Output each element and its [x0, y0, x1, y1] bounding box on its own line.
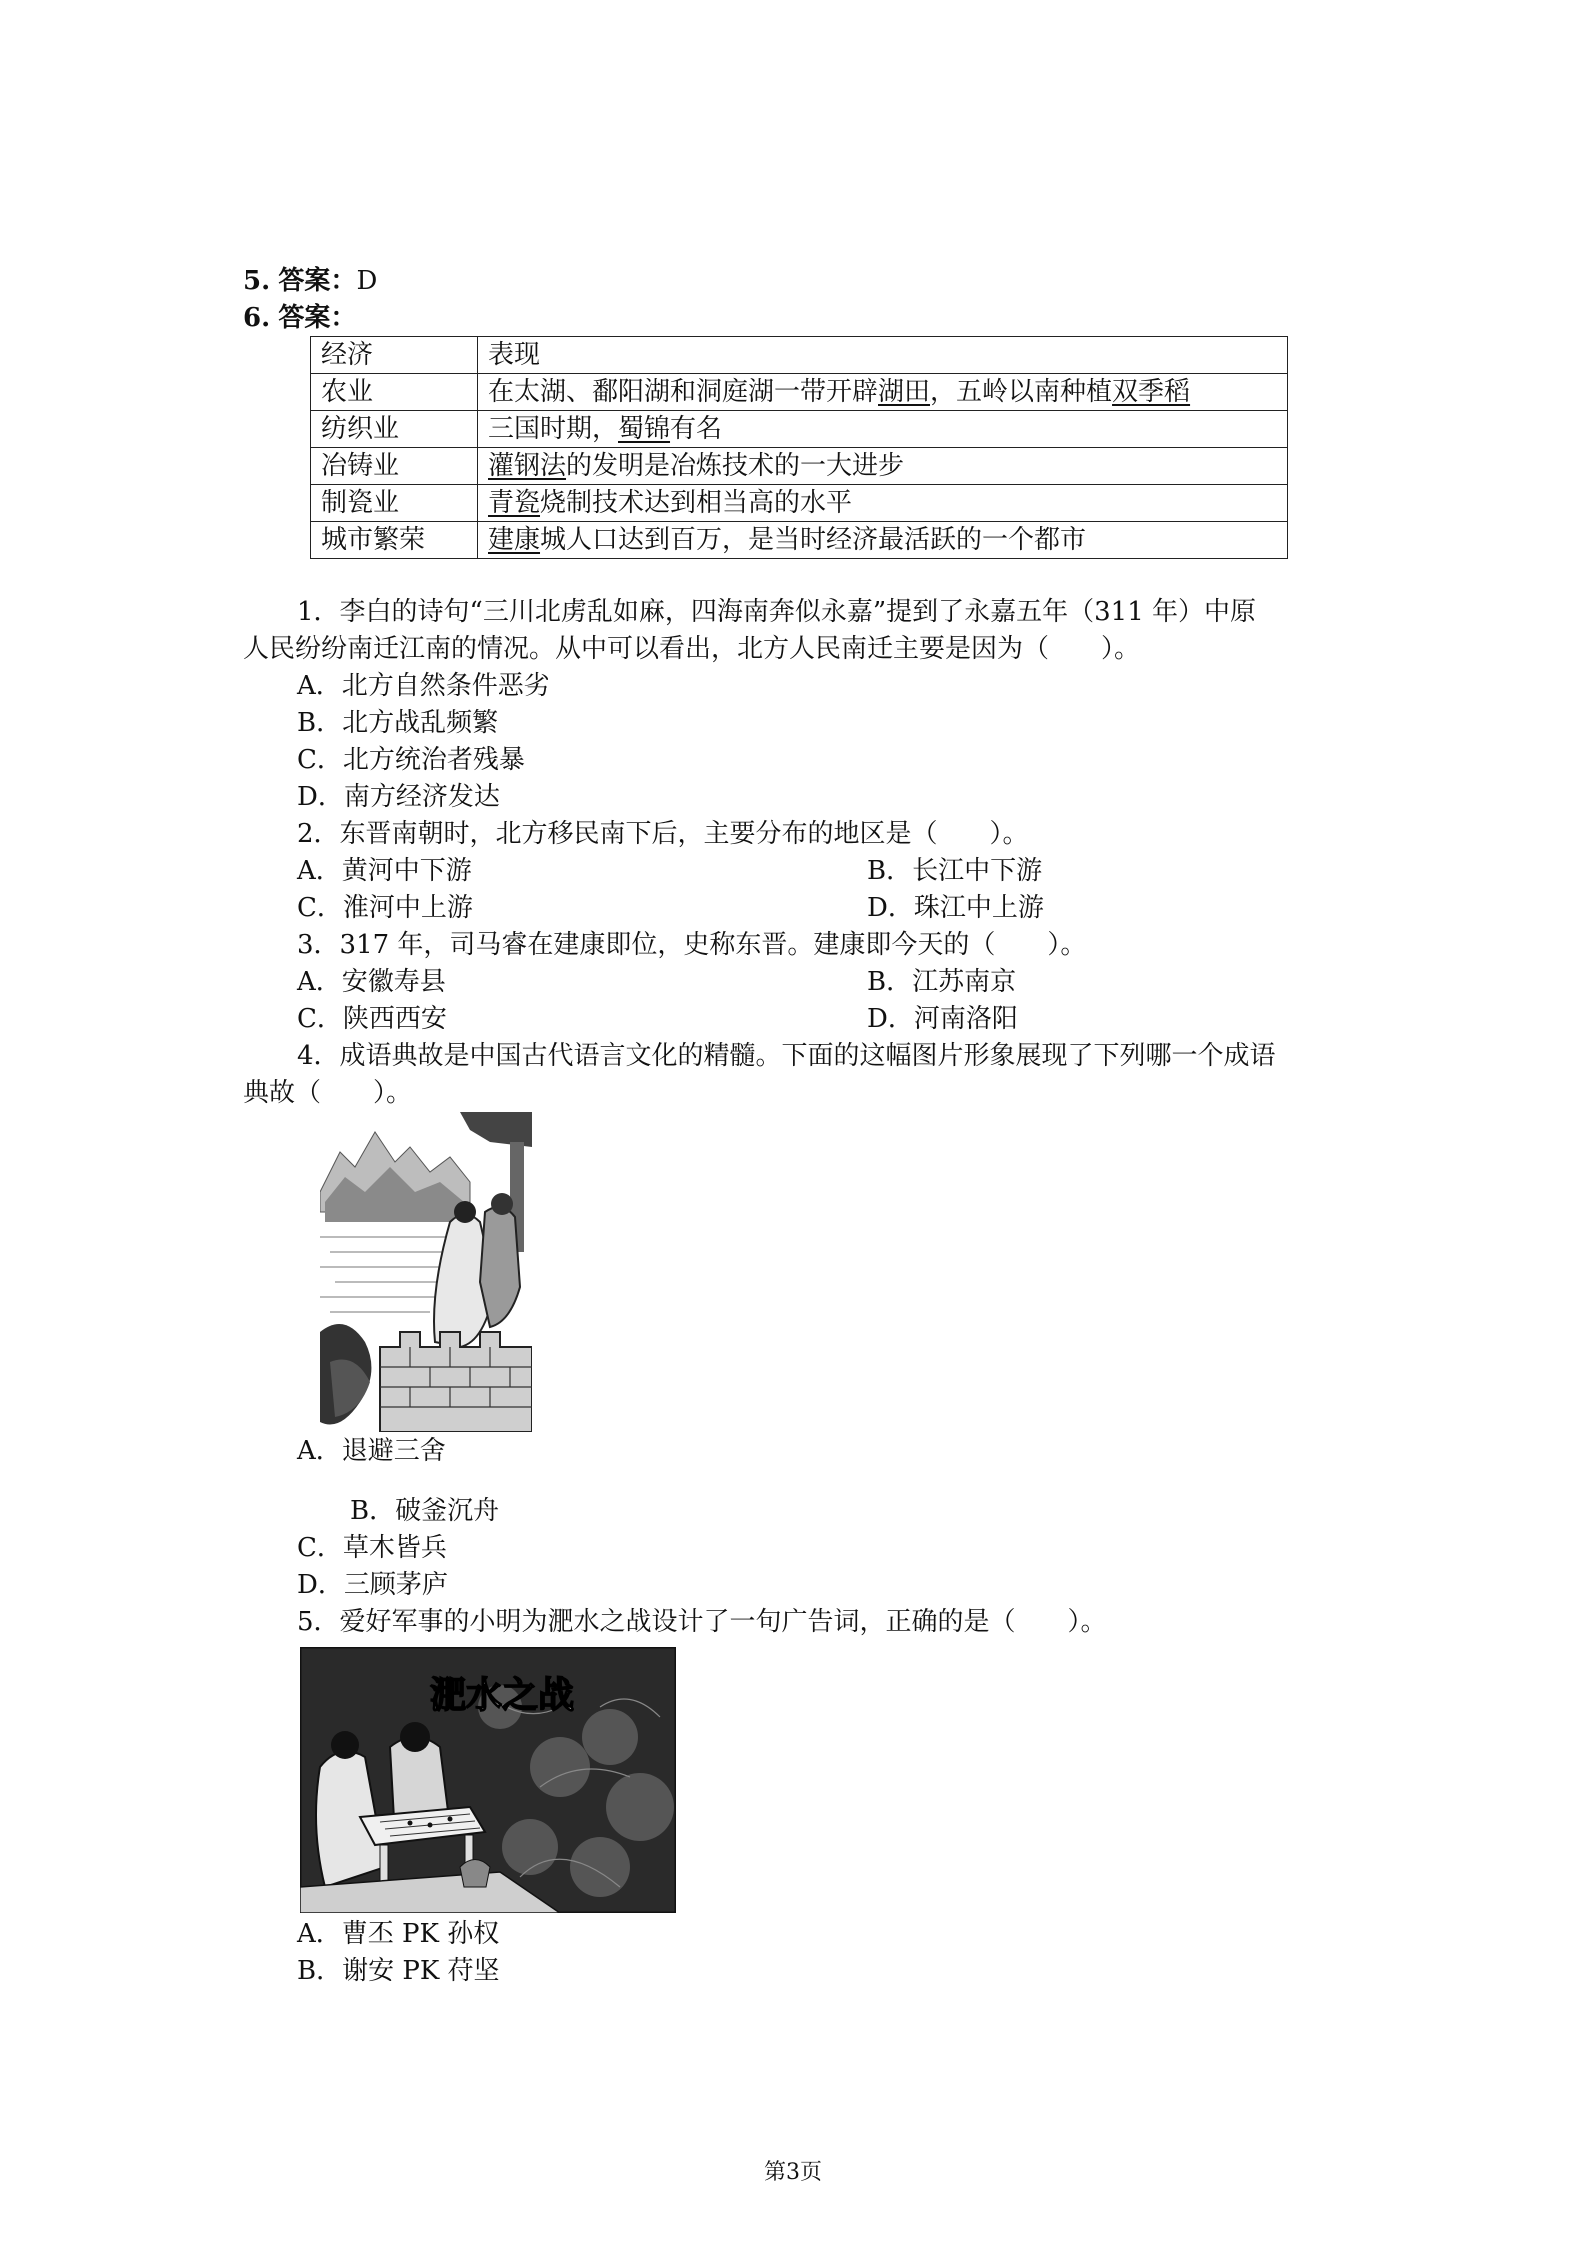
- question-2-options-ab: [297, 853, 1043, 889]
- answer-6: 6. 答案：: [243, 303, 357, 333]
- answer-5: 5. 答案：D: [243, 266, 378, 296]
- question-4-option-c: C．草木皆兵: [297, 1533, 447, 1563]
- question-1-stem-line2: 人民纷纷南迁江南的情况。从中可以看出，北方人民南迁主要是因为（ ）。: [243, 634, 1141, 664]
- question-3-option-d: D．河南洛阳: [867, 1004, 1018, 1034]
- question-4-option-b: B．破釜沉舟: [350, 1496, 500, 1526]
- table-cell-detail: 青瓷烧制技术达到相当高的水平: [478, 485, 1288, 522]
- question-4-option-a: A．退避三舍: [297, 1436, 446, 1466]
- question-2-options-cd: [297, 890, 1044, 926]
- table-cell-sector: 冶铸业: [311, 448, 478, 485]
- question-2-option-a: A．黄河中下游: [297, 856, 472, 886]
- question-3-options-ab: [297, 964, 1017, 1000]
- question-2-option-c: C．淮河中上游: [297, 893, 473, 923]
- question-1-option-a: A．北方自然条件恶劣: [297, 671, 550, 701]
- feishui-image-title: 淝水之战: [430, 1675, 575, 1716]
- question-1-option-d: D．南方经济发达: [297, 782, 500, 812]
- city-wall-illustration: [320, 1112, 532, 1432]
- table-row: [311, 522, 1288, 559]
- table-cell-sector: 纺织业: [311, 411, 478, 448]
- question-5-stem: 5．爱好军事的小明为淝水之战设计了一句广告词，正确的是（ ）。: [297, 1607, 1107, 1637]
- question-4-stem-line2: 典故（ ）。: [243, 1078, 413, 1108]
- page-number: 第3页: [764, 2160, 822, 2185]
- question-2-option-b: B．长江中下游: [867, 856, 1043, 886]
- economy-table: [310, 336, 1288, 559]
- question-3-option-a: A．安徽寿县: [297, 967, 446, 997]
- question-3-option-b: B．江苏南京: [867, 967, 1017, 997]
- question-1-option-b: B．北方战乱频繁: [297, 708, 499, 738]
- question-2-stem: 2．东晋南朝时，北方移民南下后，主要分布的地区是（ ）。: [297, 819, 1029, 849]
- table-cell-detail: 在太湖、鄱阳湖和洞庭湖一带开辟湖田，五岭以南种植双季稻: [478, 374, 1288, 411]
- table-cell-detail: 建康城人口达到百万，是当时经济最活跃的一个都市: [478, 522, 1288, 559]
- question-4-option-d: D．三顾茅庐: [297, 1570, 448, 1600]
- question-2-option-d: D．珠江中上游: [867, 893, 1044, 923]
- question-4-stem-line1: 4．成语典故是中国古代语言文化的精髓。下面的这幅图片形象展现了下列哪一个成语: [297, 1041, 1276, 1071]
- question-3-options-cd: [297, 1001, 1018, 1037]
- feishui-battle-illustration: [300, 1647, 676, 1913]
- question-3-option-c: C．陕西西安: [297, 1004, 447, 1034]
- table-row: [311, 448, 1288, 485]
- table-header-cell: 表现: [478, 337, 1288, 374]
- question-3-stem: 3．317 年，司马睿在建康即位，史称东晋。建康即今天的（ ）。: [297, 930, 1087, 960]
- question-5-option-b: B．谢安 PK 苻坚: [297, 1956, 500, 1986]
- table-cell-detail: 灌钢法的发明是冶炼技术的一大进步: [478, 448, 1288, 485]
- question-1-option-c: C．北方统治者残暴: [297, 745, 525, 775]
- table-cell-sector: 城市繁荣: [311, 522, 478, 559]
- table-cell-detail: 三国时期，蜀锦有名: [478, 411, 1288, 448]
- table-row: [311, 374, 1288, 411]
- table-row: [311, 411, 1288, 448]
- table-cell-sector: 制瓷业: [311, 485, 478, 522]
- table-row: [311, 485, 1288, 522]
- table-header-cell: 经济: [311, 337, 478, 374]
- question-1-stem-line1: 1．李白的诗句“三川北虏乱如麻，四海南奔似永嘉”提到了永嘉五年（311 年）中原: [297, 597, 1257, 627]
- table-cell-sector: 农业: [311, 374, 478, 411]
- question-5-option-a: A．曹丕 PK 孙权: [297, 1919, 500, 1949]
- table-header-row: [311, 337, 1288, 374]
